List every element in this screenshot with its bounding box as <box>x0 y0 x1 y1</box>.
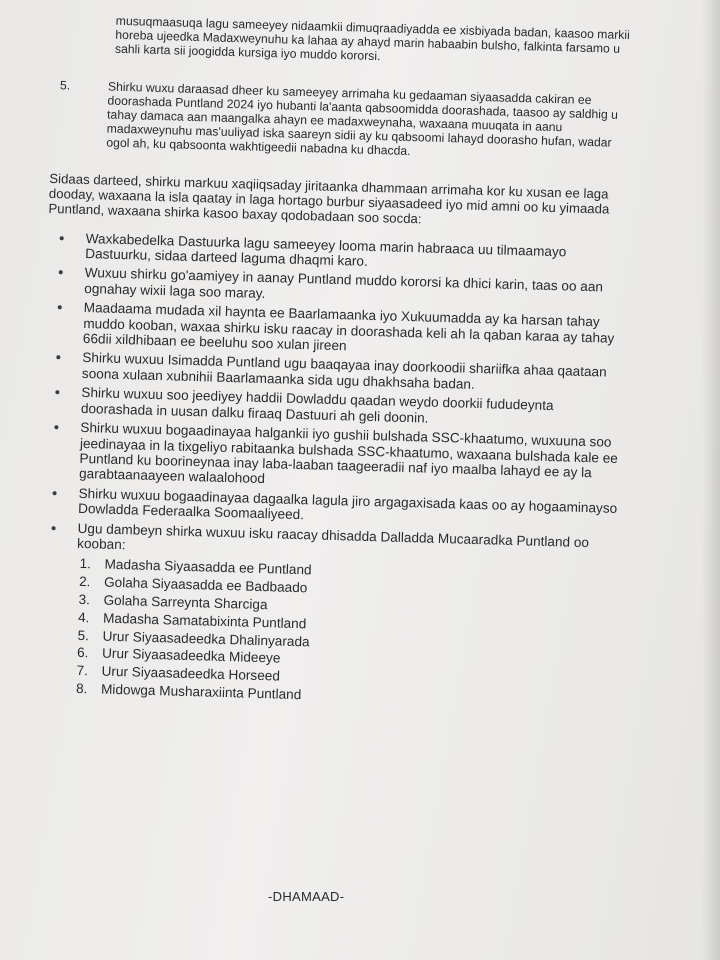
organizations-list <box>35 555 621 713</box>
list-item: Shirku wuxuu Isimadda Puntland ugu baaqayaa inay doorkoodii shariifka ahaa qaataan soona xulaan xubnihii Baarlamaanka sida ugu dhakhsaha badan. <box>44 349 627 396</box>
resolutions-list <box>39 230 630 567</box>
item-number: 5. <box>59 77 71 93</box>
list-item: Maadaama mudada xil haynta ee Baarlamaanka iyo Xukuumadda ay ka harsan tahay muddo kooban, waxaa shirku isku raacay in doorashada keli ah la qaban karaa ay tahay 66dii xildhibaan ee beeluhu soo xulan jireen <box>45 299 628 361</box>
organization-number: 5. <box>77 627 90 643</box>
list-item: Shirku wuxuu bogaadinayaa dagaalka lagula jiro argagaxisada kaas oo ay hogaaminayso Dowladda Federaalka Soomaaliyeed. <box>40 485 623 532</box>
organization-name: Madasha Siyaasadda ee Puntland <box>104 556 312 578</box>
organization-number: 1. <box>79 556 92 572</box>
list-item: Shirku wuxuu soo jeediyey haddii Dowladdu qaadan weydo doorkii fududeynta doorashada in uusan dalku firaaq Dastuuri ah geli doonin. <box>43 384 626 431</box>
organization-number: 6. <box>76 645 89 661</box>
organization-name: Golaha Sarreynta Sharciga <box>103 592 268 613</box>
organization-name: Madasha Samatabixinta Puntland <box>102 610 307 632</box>
list-item: Waxkabedelka Dastuurka lagu sameeyey looma marin habraaca uu tilmaamayo Dastuurku, sidaa darteed laguma dhaqmi karo. <box>47 230 630 277</box>
organization-number: 3. <box>78 591 91 608</box>
page-edge-shadow <box>702 0 720 960</box>
organization-name: Midowga Musharaxiinta Puntland <box>100 681 302 703</box>
item-text: Shirku wuxu daraasad dheer ku sameeyey arrimaha ku gedaaman siyaasadda cakiran ee doorashada Puntland 2024 iyo hubanti la'aanta qabsoomidda doorashada, taasoo ay saldhig u tahay damaca aan maangalka ahayn ee madaxweynaha, waxaana muuqata in aanu madaxweynuhu mas'uuliyad iska saareyn sidii ay ku qabsoomi lahayd doorasho hufan, wadar ogol ah, ku qabsoonta wakhtigeedii nabadna ku dhacda. <box>106 79 619 159</box>
organization-name: Urur Siyaasadeedka Dhalinyarada <box>102 628 310 649</box>
organization-number: 2. <box>78 574 91 590</box>
organization-number: 8. <box>75 680 88 697</box>
list-item: Wuxuu shirku go'aamiyey in aanay Puntland muddo kororsi ka dhici karin, taas oo aan ognahay wixii laga soo maray. <box>46 264 629 311</box>
organization-name: Golaha Siyaasadda ee Badbaado <box>103 574 308 596</box>
list-item: Ugu dambeyn shirka wuxuu isku raacay dhisadda Dalladda Mucaaradka Puntland oo kooban: <box>39 519 622 566</box>
summary-paragraph: Sidaas darteed, shirku markuu xaqiiqsaday jiritaanka dhammaan arrimaha kor ku xusan ee laga dooday, waxaana la isla qaatay in laga hortago burbur siyaasadeed iyo mid amni oo ku yimaada Puntland, waxaana shirka kasoo baxay qodobadaan soo socda: <box>48 170 610 226</box>
organization-number: 4. <box>77 609 90 625</box>
top-paragraph: musuqmaasuqa lagu sameeyey nidaamkii dimuqraadiyadda ee xisbiyada badan, kaasoo markii horeba ujeedka Madaxweynuhu ka lahaa ay ahayd marin habaabin bulsho, falkinta farsamo u sahli karta sii joogidda kursiga iyo muddo kororsi. <box>114 13 630 64</box>
numbered-item-5 <box>59 77 634 165</box>
closing-mark: -DHAMAAD- <box>268 889 345 904</box>
document-body <box>35 12 636 714</box>
organization-name: Urur Siyaasadeedka Horseed <box>101 663 281 684</box>
organization-number: 7. <box>76 663 89 679</box>
list-item: Shirku wuxuu bogaadinayaa halgankii iyo gushii bulshada SSC-khaatumo, wuxuuna soo jeedinayaa in la tixgeliyo rabitaanka bulshada SSC-khaatumo, waxaana bulshada kale ee Puntland ku boorineynaa inay laba-laaban taageeradii naf iyo maalba lahayd ee ay la garabtaanaayeen walaalohood <box>41 419 624 497</box>
organization-name: Urur Siyaasadeedka Mideeye <box>101 645 281 666</box>
